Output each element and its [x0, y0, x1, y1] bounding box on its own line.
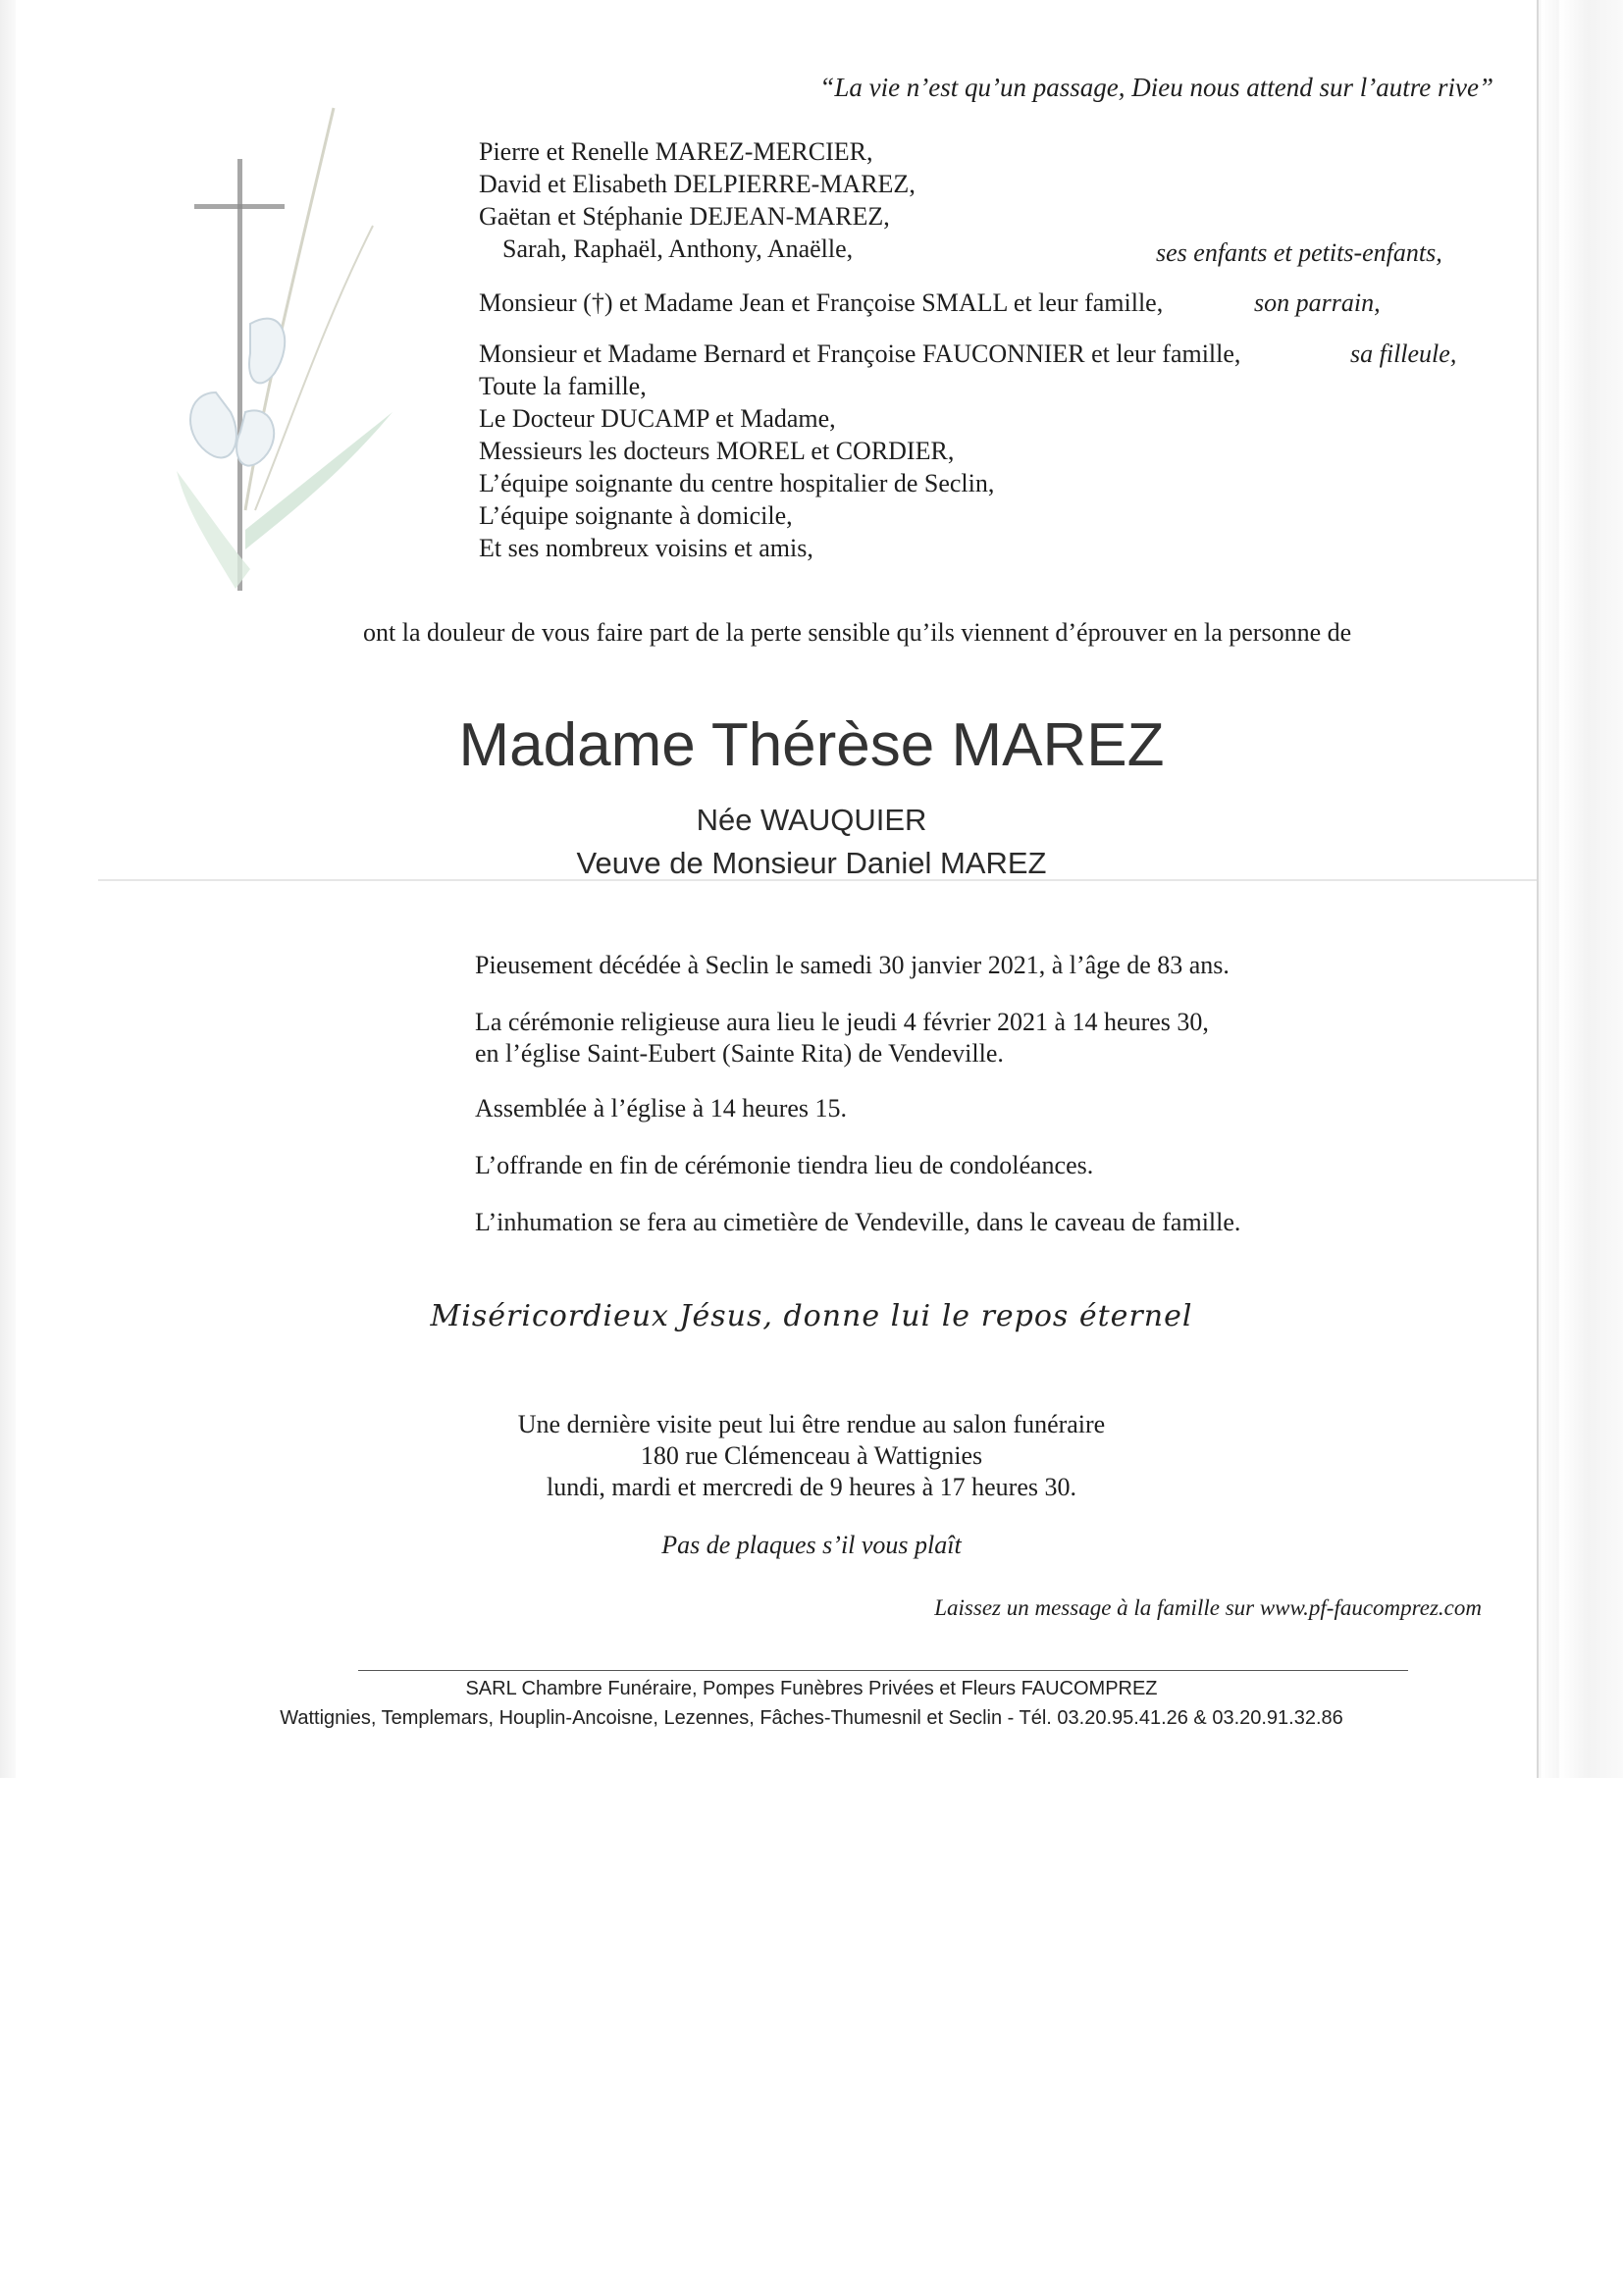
- others-line: Monsieur et Madame Bernard et Françoise FAUCONNIER et leur famille,: [479, 339, 1241, 368]
- others-line: Toute la famille,: [479, 372, 647, 400]
- godfather-role: son parrain,: [1254, 288, 1381, 317]
- children-list: [479, 135, 916, 265]
- lily-flower: [249, 319, 285, 384]
- opening-quote: “La vie n’est qu’un passage, Dieu nous attend sur l’autre rive”: [819, 73, 1493, 102]
- others-line: L’équipe soignante du centre hospitalier de Seclin,: [479, 469, 995, 497]
- maiden-name: Née WAUQUIER: [696, 803, 927, 837]
- widow-of: Veuve de Monsieur Daniel MAREZ: [576, 846, 1047, 880]
- burial-info: [475, 1207, 1240, 1238]
- burial-text: L’inhumation se fera au cimetière de Vendeville, dans le caveau de famille.: [475, 1208, 1241, 1236]
- children-line: Gaëtan et Stéphanie DEJEAN-MAREZ,: [479, 202, 890, 231]
- children-role: ses enfants et petits-enfants,: [1156, 238, 1442, 267]
- lily-flower-2: [190, 392, 236, 457]
- others-line: Messieurs les docteurs MOREL et CORDIER,: [479, 437, 955, 465]
- page-left-edge: [0, 0, 16, 1778]
- others-list: [479, 338, 1240, 564]
- offering-info: [475, 1150, 1093, 1181]
- visit-line: 180 rue Clémenceau à Wattignies: [640, 1441, 983, 1470]
- cross-lily-illustration: [177, 98, 402, 608]
- announcement-intro: ont la douleur de vous faire part de la perte sensible qu’ils viennent d’éprouver en la personne de: [363, 618, 1352, 647]
- offering-text: L’offrande en fin de cérémonie tiendra lieu de condoléances.: [475, 1151, 1094, 1179]
- no-plates-note: Pas de plaques s’il vous plaît: [661, 1531, 962, 1559]
- ceremony-info: [475, 1007, 1209, 1070]
- footer-divider: [358, 1670, 1408, 1671]
- assembly-info: [475, 1093, 847, 1124]
- visit-line: Une dernière visite peut lui être rendue au salon funéraire: [517, 1410, 1106, 1438]
- page-right-edge: [1537, 0, 1623, 1778]
- godfather-line: [479, 287, 1163, 319]
- prayer: Miséricordieux Jésus, donne lui le repos éternel: [430, 1299, 1193, 1333]
- cross-horizontal: [194, 204, 285, 209]
- ceremony-line: en l’église Saint-Eubert (Sainte Rita) de Vendeville.: [475, 1039, 1004, 1068]
- website-message: Laissez un message à la famille sur www.pf-faucomprez.com: [934, 1595, 1482, 1620]
- deceased-name: Madame Thérèse MAREZ: [458, 711, 1165, 779]
- visit-info: [0, 1409, 1623, 1503]
- cross-vertical: [237, 159, 242, 591]
- godfather-text: Monsieur (†) et Madame Jean et Françoise SMALL et leur famille,: [479, 288, 1164, 317]
- death-notice: [475, 950, 1230, 981]
- others-line: L’équipe soignante à domicile,: [479, 501, 793, 530]
- children-line: Pierre et Renelle MAREZ-MERCIER,: [479, 137, 873, 166]
- visit-line: lundi, mardi et mercredi de 9 heures à 17 heures 30.: [546, 1473, 1077, 1501]
- funeral-home-name: SARL Chambre Funéraire, Pompes Funèbres Privées et Fleurs FAUCOMPREZ: [465, 1678, 1158, 1699]
- ceremony-line: La cérémonie religieuse aura lieu le jeudi 4 février 2021 à 14 heures 30,: [475, 1008, 1209, 1036]
- funeral-home-contact: Wattignies, Templemars, Houplin-Ancoisne, Lezennes, Fâches-Thumesnil et Seclin - Tél. 03.20.95.41.26 & 03.20.91.32.86: [280, 1707, 1343, 1729]
- others-line: Et ses nombreux voisins et amis,: [479, 534, 813, 562]
- assembly-text: Assemblée à l’église à 14 heures 15.: [475, 1094, 848, 1122]
- children-line: David et Elisabeth DELPIERRE-MAREZ,: [479, 170, 916, 198]
- others-line: Le Docteur DUCAMP et Madame,: [479, 404, 836, 433]
- death-text: Pieusement décédée à Seclin le samedi 30 janvier 2021, à l’âge de 83 ans.: [475, 951, 1230, 979]
- children-line: Sarah, Raphaël, Anthony, Anaëlle,: [502, 235, 854, 263]
- goddaughter-role: sa filleule,: [1350, 339, 1457, 368]
